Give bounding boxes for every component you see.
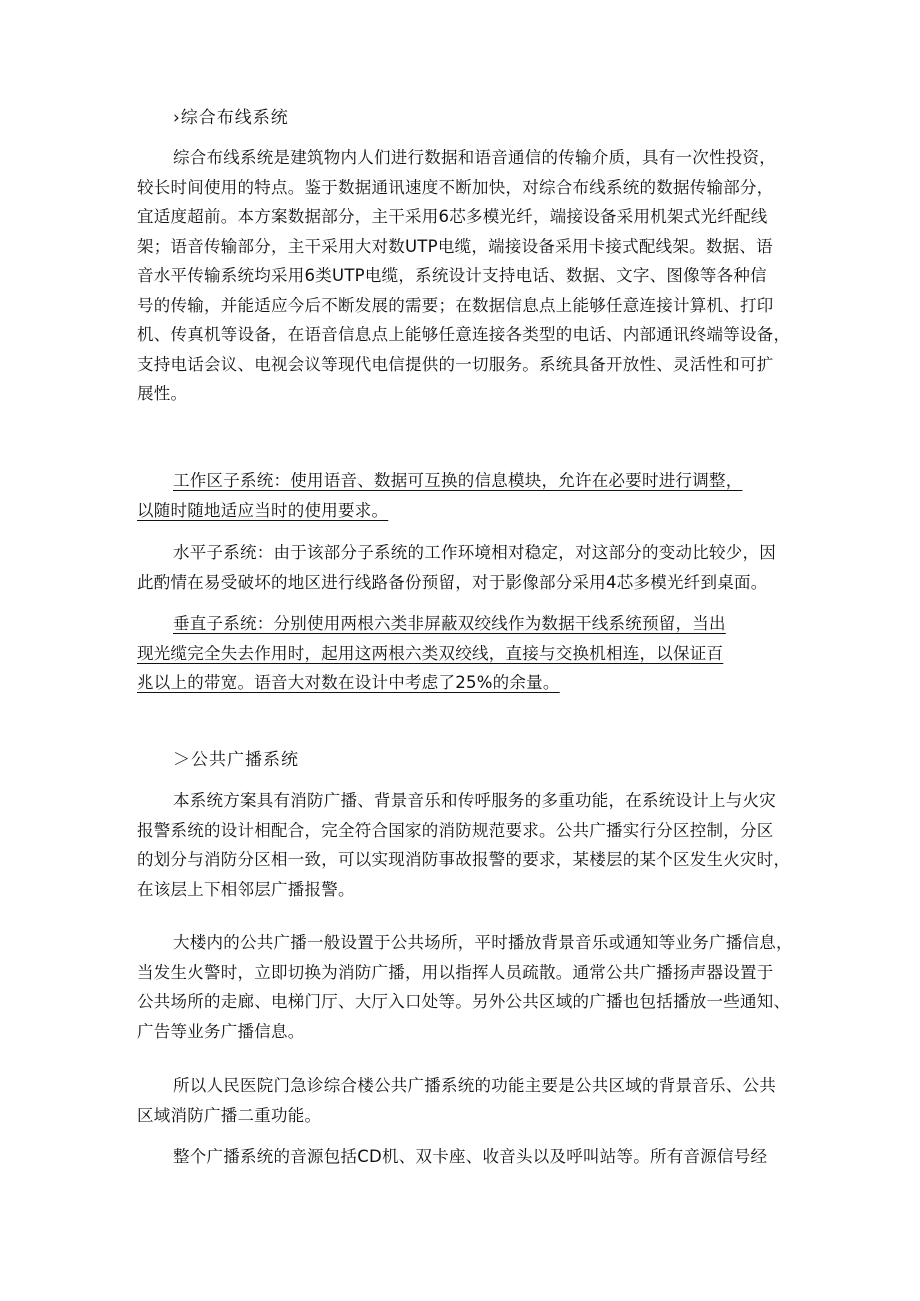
text-line: 宜适度超前。本方案数据部分，主干采用6芯多模光纤，端接设备采用机架式光纤配线 bbox=[137, 207, 768, 226]
paragraph-broadcast-usage bbox=[137, 928, 795, 1046]
text-line: 在该层上下相邻层广播报警。 bbox=[137, 879, 355, 899]
text-line: 整个广播系统的音源包括CD机、双卡座、收音头以及呼叫站等。所有音源信号经 bbox=[173, 1147, 768, 1166]
paragraph-work-area-subsystem bbox=[137, 466, 795, 525]
text-line: 支持电话会议、电视会议等现代电信提供的一切服务。系统具备开放性、灵活性和可扩 bbox=[137, 354, 774, 374]
text-line: 大楼内的公共广播一般设置于公共场所，平时播放背景音乐或通知等业务广播信息， bbox=[173, 933, 793, 952]
text-line: 公共场所的走廊、电梯门厅、大厅入口处等。另外公共区域的广播也包括播放一些通知、 bbox=[137, 992, 791, 1011]
underlined-text: 兆以上的带宽。语音大对数在设计中考虑了25%的余量。 bbox=[137, 673, 560, 692]
text-line: 此酌情在易受破坏的地区进行线路备份预留，对于影像部分采用4芯多模光纤到桌面。 bbox=[137, 572, 768, 592]
text-line: 报警系统的设计相配合，完全符合国家的消防规范要求。公共广播实行分区控制，分区 bbox=[137, 820, 774, 840]
text-line bbox=[137, 609, 795, 639]
paragraph-vertical-subsystem bbox=[137, 609, 795, 698]
text-line: 综合布线系统是建筑物内人们进行数据和语音通信的传输介质，具有一次性投资， bbox=[173, 148, 776, 167]
section-heading-public-broadcast: ＞公共广播系统 bbox=[173, 750, 299, 770]
underlined-text: 现光缆完全失去作用时，起用这两根六类双绞线，直接与交换机相连，以保证百 bbox=[137, 643, 724, 663]
text-line: 展性。 bbox=[137, 384, 188, 403]
text-line bbox=[137, 496, 795, 526]
text-line bbox=[137, 466, 795, 496]
text-line: 本系统方案具有消防广播、背景音乐和传呼服务的多重功能，在系统设计上与火灾 bbox=[173, 791, 776, 810]
paragraph-broadcast-functions bbox=[137, 1071, 795, 1130]
paragraph-cabling-intro bbox=[137, 143, 795, 409]
text-line: 广告等业务广播信息。 bbox=[137, 1021, 305, 1041]
text-line: 区域消防广播二重功能。 bbox=[137, 1105, 322, 1125]
underlined-text: 工作区子系统：使用语音、数据可互换的信息模块，允许在必要时进行调整， bbox=[173, 471, 743, 490]
text-line: 水平子系统：由于该部分子系统的工作环境相对稳定，对这部分的变动比较少，因 bbox=[173, 543, 776, 562]
paragraph-broadcast-intro bbox=[137, 786, 795, 904]
text-line: 音水平传输系统均采用6类UTP电缆，系统设计支持电话、数据、文字、图像等各种信 bbox=[137, 266, 767, 285]
underlined-text: 以随时随地适应当时的使用要求。 bbox=[137, 500, 389, 520]
text-line: 较长时间使用的特点。鉴于数据通讯速度不断加快，对综合布线系统的数据传输部分， bbox=[137, 177, 774, 197]
section-heading-cabling: ›综合布线系统 bbox=[173, 108, 289, 128]
paragraph-broadcast-sources bbox=[137, 1142, 795, 1172]
text-line bbox=[137, 639, 795, 669]
text-line: 所以人民医院门急诊综合楼公共广播系统的功能主要是公共区域的背景音乐、公共 bbox=[173, 1076, 776, 1095]
text-line: 架；语音传输部分，主干采用大对数UTP电缆，端接设备采用卡接式配线架。数据、语 bbox=[137, 236, 773, 256]
text-line: 号的传输，并能适应今后不断发展的需要；在数据信息点上能够任意连接计算机、打印 bbox=[137, 295, 774, 315]
text-line: 的划分与消防分区相一致，可以实现消防事故报警的要求，某楼层的某个区发生火灾时， bbox=[137, 850, 791, 869]
text-line: 机、传真机等设备，在语音信息点上能够任意连接各类型的电话、内部通讯终端等设备， bbox=[137, 325, 791, 344]
paragraph-horizontal-subsystem bbox=[137, 538, 795, 597]
text-line: 当发生火警时，立即切换为消防广播，用以指挥人员疏散。通常公共广播扬声器设置于 bbox=[137, 962, 774, 982]
underlined-text: 垂直子系统：分别使用两根六类非屏蔽双绞线作为数据干线系统预留，当出 bbox=[173, 614, 726, 633]
text-line bbox=[137, 668, 795, 698]
